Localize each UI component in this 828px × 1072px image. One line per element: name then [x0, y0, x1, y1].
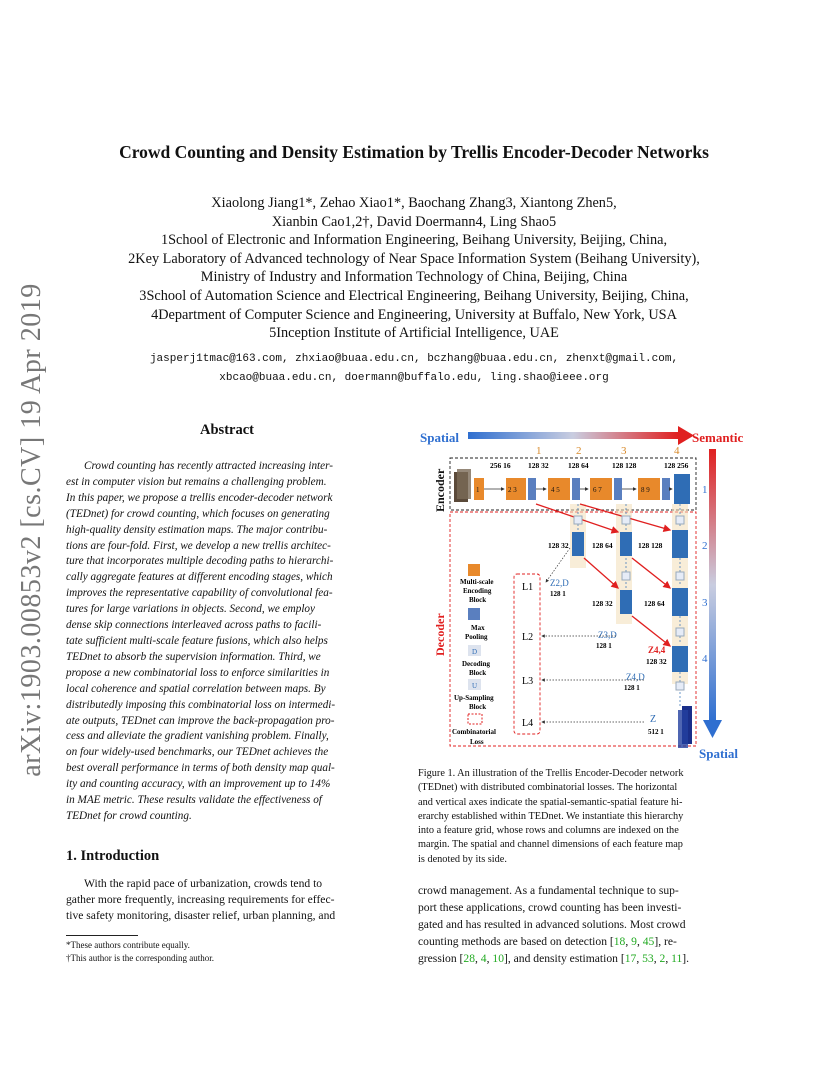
citation-link[interactable]: 18	[613, 934, 626, 948]
output-z3d: Z3,D	[598, 630, 617, 640]
axis-spatial-top-label: Spatial	[420, 430, 460, 445]
figure-1-diagram	[416, 424, 754, 764]
email-line-2: xbcao@buaa.edu.cn, doermann@buffalo.edu, ling.shao@ieee.org	[219, 372, 609, 384]
loss-L1: L1	[522, 582, 534, 593]
legend-decoding-label: Decoding Block	[462, 660, 490, 677]
encoder-block-group-4	[590, 478, 622, 500]
row3-block-1	[620, 590, 632, 614]
legend-loss-swatch	[468, 714, 482, 724]
row2-dim-1: 128 32	[548, 541, 569, 550]
legend-decoding-symbol: D	[472, 648, 478, 656]
email-block	[60, 350, 768, 388]
citation-link[interactable]: 4	[480, 951, 487, 965]
caption-line: is denoted by its side.	[418, 853, 507, 865]
author-line-1: Xiaolong Jiang1*, Zehao Xiao1*, Baochang Zhang3, Xiantong Zhen5,	[211, 195, 617, 211]
body-line-citations-regression: gression [28, 4, 10], and density estimation [17, 53, 2, 11].	[418, 951, 690, 965]
row2-dim-2: 128 64	[592, 541, 613, 550]
svg-text:6 7: 6 7	[593, 486, 602, 494]
email-line-1: jasperj1tmac@163.com, zhxiao@buaa.edu.cn, bczhang@buaa.edu.cn, zhenxt@gmail.com,	[149, 353, 679, 365]
row4-block	[672, 646, 688, 672]
encoder-dim-5: 128 256	[664, 461, 689, 470]
citation-link[interactable]: 17	[624, 951, 637, 965]
arxiv-id-text: arXiv:1903.00853v2 [cs.CV] 19 Apr 2019	[16, 283, 47, 777]
row2-block-1	[572, 532, 584, 556]
abstract-line: cally aggregate features at different encoding stages, which	[66, 571, 333, 584]
encoder-block-group-3	[548, 478, 580, 500]
col-index-4: 4	[674, 445, 680, 457]
citation-link[interactable]: 10	[492, 951, 504, 965]
row2-block-3	[672, 530, 688, 558]
svg-text:2 3: 2 3	[508, 486, 517, 494]
arxiv-identifier	[12, 283, 52, 777]
intro-line: tive safety monitoring, disaster relief, urban planning, and	[66, 909, 336, 923]
abstract-line: (TEDnet) for crowd counting, which focuses on generating	[66, 507, 330, 520]
encoder-dim-4: 128 128	[612, 461, 637, 470]
legend-loss-label: Combinatorial Loss	[452, 728, 496, 746]
citation-link[interactable]: 2	[659, 951, 666, 965]
decoder-label: Decoder	[433, 613, 447, 656]
abstract-line: In this paper, we propose a trellis encoder-decoder network	[66, 491, 333, 504]
affiliation-2b: Ministry of Industry and Information Technology of China, Beijing, China	[200, 269, 628, 286]
footnote-rule	[66, 935, 138, 936]
figure-caption	[418, 767, 740, 867]
encoder-dim-3: 128 64	[568, 461, 589, 470]
encoder-dim-1: 256 16	[490, 461, 511, 470]
citation-link[interactable]: 11	[671, 951, 683, 965]
abstract-line: cess and alleviate the gradient vanishing problem. Finally,	[66, 730, 329, 743]
footnote-corresponding: †This author is the corresponding author.	[66, 953, 214, 963]
output-z3d-dim: 128 1	[596, 642, 612, 650]
row-index-3: 3	[702, 597, 708, 609]
affiliation-4: 4Department of Computer Science and Engineering, University at Buffalo, New York, USA	[151, 306, 677, 323]
output-z4d: Z4,D	[626, 672, 645, 682]
abstract-line: best overall performance in terms of both density map qual-	[66, 762, 335, 775]
abstract-line: TEDnet for crowd counting.	[66, 809, 192, 822]
density-map-output-layer	[678, 710, 688, 748]
axis-vertical-arrowhead	[703, 720, 722, 738]
loss-L3: L3	[522, 676, 534, 687]
encoder-label: Encoder	[433, 468, 447, 512]
affiliation-2a: 2Key Laboratory of Advanced technology of Near Space Information System (Beihang University),	[128, 250, 700, 267]
abstract-line: tures for large variations in objects. Second, we employ	[66, 603, 315, 616]
col-index-3: 3	[621, 445, 627, 457]
abstract-line: ture that incorporates multiple decoding paths to hierarchi-	[66, 555, 334, 568]
section-heading-introduction: 1. Introduction	[66, 848, 160, 864]
caption-line: into a feature grid, whose rows and columns are indexed on the	[418, 825, 679, 837]
abstract-line: improves the representative capability of convolutional fea-	[66, 587, 333, 600]
row3-dim-1: 128 32	[592, 599, 613, 608]
loss-column	[514, 574, 540, 734]
caption-line: Figure 1. An illustration of the Trellis Encoder-Decoder network	[418, 768, 684, 779]
abstract-line: TEDnet to absorb the supervision information. Third, we	[66, 650, 321, 663]
abstract-line: ity and counting accuracy, with an improvement up to 14%	[66, 778, 331, 791]
citation-link[interactable]: 28	[463, 951, 475, 965]
col-index-2: 2	[576, 445, 582, 457]
legend-upsampling-symbol: U	[472, 682, 478, 690]
abstract-line: dense skip connections interleaved across paths to facili-	[66, 619, 322, 632]
abstract-line: Crowd counting has recently attracted increasing inter-	[84, 460, 333, 472]
input-image-layer	[457, 469, 471, 499]
abstract-line: high-quality density estimation maps. The major contribu-	[66, 523, 328, 536]
row-index-2: 2	[702, 540, 708, 552]
affiliation-5: 5Inception Institute of Artificial Intelligence, UAE	[269, 325, 559, 342]
row3-dim-2: 128 64	[644, 599, 665, 608]
citation-link[interactable]: 45	[642, 934, 655, 948]
legend-encoding-swatch	[468, 564, 480, 576]
author-block	[60, 194, 768, 343]
abstract-line: distributedly imposing this combinatorial loss on intermedi-	[66, 698, 336, 711]
row3-block-2	[672, 588, 688, 616]
abstract-line: est in computer vision but remains a challenging problem.	[66, 475, 327, 488]
paper-title: Crowd Counting and Density Estimation by Trellis Encoder-Decoder Networks	[119, 142, 709, 162]
body-line-citations-detection: counting methods are based on detection [18, 9, 45], re-	[418, 934, 677, 948]
svg-text:8 9: 8 9	[641, 486, 650, 494]
legend-maxpool-swatch	[468, 608, 480, 620]
abstract-line: ate outputs, TEDnet can improve the back-propagation pro-	[66, 714, 335, 727]
axis-horizontal-bar	[468, 432, 678, 439]
skip-connection-arrows	[536, 504, 670, 646]
legend-encoding-label: Multi-scale Encoding Block	[460, 578, 494, 604]
legend-maxpool-label: Max Pooling	[465, 624, 488, 641]
footnote-equal: *These authors contribute equally.	[66, 940, 190, 950]
output-z2d-dim: 128 1	[550, 590, 566, 598]
output-z2d: Z2,D	[550, 578, 569, 588]
affiliation-1: 1School of Electronic and Information Engineering, Beihang University, Beijing, China,	[160, 232, 668, 249]
figure-legend	[452, 564, 496, 746]
loss-L4: L4	[522, 718, 534, 729]
caption-line: erarchy established within TEDnet. We instantiate this hierarchy	[418, 810, 684, 822]
citation-link[interactable]: 53	[642, 951, 654, 965]
encoder-block-group-1	[474, 478, 484, 500]
encoder-block-group-2	[506, 478, 536, 500]
introduction-body	[66, 876, 388, 925]
citation-link[interactable]: 9	[631, 934, 637, 948]
abstract-line: tate sufficient multi-scale feature fusions, which also helps	[66, 634, 328, 647]
row4-dim: 128 32	[646, 657, 667, 666]
abstract-line: tions are four-fold. First, we develop a new trellis architec-	[66, 539, 331, 552]
encoder-dim-2: 128 32	[528, 461, 549, 470]
row-index-4: 4	[702, 653, 708, 665]
legend-upsampling-label: Up-Sampling Block	[454, 694, 494, 711]
body-line: port these applications, crowd counting has been investi-	[418, 900, 682, 914]
col-index-1: 1	[536, 445, 542, 457]
abstract-line: in MAE metric. These results validate the effectiveness of	[66, 794, 322, 807]
body-line: gated and has resulted in advanced solutions. Most crowd	[418, 917, 686, 931]
body-line: crowd management. As a fundamental technique to sup-	[418, 884, 679, 897]
abstract-line: propose a new combinatorial loss to enforce similarities in	[66, 666, 330, 679]
axis-spatial-bottom-label: Spatial	[699, 746, 739, 761]
abstract-body	[66, 459, 388, 825]
axis-semantic-label: Semantic	[692, 430, 744, 445]
affiliation-3: 3School of Automation Science and Electrical Engineering, Beihang University, Beijing, China,	[139, 287, 689, 304]
loss-L2: L2	[522, 632, 534, 643]
caption-line: (TEDnet) with distributed combinatorial losses. The horizontal	[418, 782, 678, 794]
output-z4d-dim: 128 1	[624, 684, 640, 692]
abstract-line: local coherence and spatial correlation between maps. By	[66, 682, 326, 695]
row2-block-2	[620, 532, 632, 556]
output-z-dim: 512 1	[648, 728, 664, 736]
svg-text:4 5: 4 5	[551, 486, 560, 494]
caption-line: margin. The spatial and channel dimensions of each feature map	[418, 839, 683, 851]
svg-text:1: 1	[476, 486, 480, 494]
right-column-body	[418, 883, 740, 968]
intro-line: gather more frequently, increasing requirements for effec-	[66, 893, 335, 907]
intro-line: With the rapid pace of urbanization, crowds tend to	[84, 877, 323, 890]
author-line-2: Xianbin Cao1,2†, David Doermann4, Ling Shao5	[271, 213, 557, 230]
output-z: Z	[650, 714, 657, 725]
abstract-line: on four widely-used benchmarks, our TEDnet achieves the	[66, 746, 329, 759]
row2-dim-3: 128 128	[638, 541, 663, 550]
axis-vertical-bar	[709, 449, 716, 721]
footnotes	[66, 939, 214, 965]
abstract-heading: Abstract	[200, 422, 254, 438]
caption-line: and vertical axes indicate the spatial-semantic-spatial feature hi-	[418, 796, 683, 808]
row-index-1: 1	[702, 484, 708, 496]
z44-label: Z4,4	[648, 645, 666, 655]
encoder-block-group-5	[638, 474, 690, 504]
